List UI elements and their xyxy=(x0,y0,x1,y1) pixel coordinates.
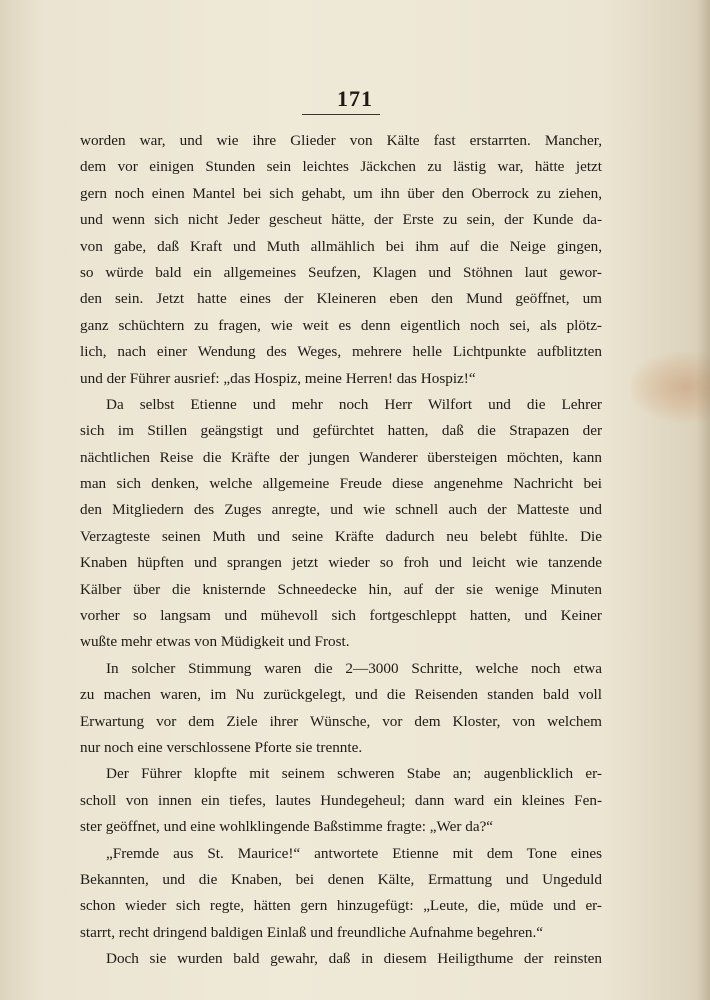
text-line: Doch sie wurden bald gewahr, daß in diesem Heiligthume der reinsten xyxy=(106,950,602,968)
body-text xyxy=(80,128,602,973)
text-line: Der Führer klopfte mit seinem schweren Stabe an; augenblicklich er- xyxy=(106,765,602,783)
text-line: sich im Stillen geängstigt und gefürchtet hatten, daß die Strapazen der xyxy=(80,422,602,440)
text-line: Erwartung vor dem Ziele ihrer Wünsche, vor dem Kloster, von welchem xyxy=(80,712,602,730)
text-line: gern noch einen Mantel bei sich gehabt, um ihn über den Oberrock zu ziehen, xyxy=(80,184,602,202)
text-line: lich, nach einer Wendung des Weges, mehrere helle Lichtpunkte aufblitzten xyxy=(80,343,602,361)
text-line: worden war, und wie ihre Glieder von Kälte fast erstarrten. Mancher, xyxy=(80,132,602,149)
text-line: zu machen waren, im Nu zurückgelegt, und die Reisenden standen bald voll xyxy=(80,686,602,704)
text-line: so würde bald ein allgemeines Seufzen, Klagen und Stöhnen laut gewor- xyxy=(80,263,602,281)
text-line: starrt, recht dringend baldigen Einlaß und freundliche Aufnahme begehren.“ xyxy=(80,923,544,941)
text-line: und der Führer ausrief: „das Hospiz, meine Herren! das Hospiz!“ xyxy=(80,369,476,387)
text-line: Da selbst Etienne und mehr noch Herr Wilfort und die Lehrer xyxy=(106,395,602,413)
text-line: Bekannten, und die Knaben, bei denen Kälte, Ermattung und Ungeduld xyxy=(80,870,602,888)
header-rule xyxy=(302,114,380,115)
text-line: nächtlichen Reise die Kräfte der jungen Wanderer übersteigen möchten, kann xyxy=(80,448,602,466)
page-number: 171 xyxy=(337,86,373,111)
text-line: Verzagteste seinen Muth und seine Kräfte dadurch neu belebt fühlte. Die xyxy=(80,527,602,545)
text-line: Knaben hüpften und sprangen jetzt wieder so froh und leicht wie tanzende xyxy=(80,554,602,572)
text-line: schon wieder sich regte, hätten gern hinzugefügt: „Leute, die, müde und er- xyxy=(80,897,602,915)
text-line: ganz schüchtern zu fragen, wie weit es denn eigentlich noch sei, als plötz- xyxy=(80,316,602,334)
text-line: Kälber über die knisternde Schneedecke hin, auf der sie wenige Minuten xyxy=(80,580,602,598)
text-line: den sein. Jetzt hatte eines der Kleineren eben den Mund geöffnet, um xyxy=(80,290,602,308)
text-line: ster geöffnet, und eine wohlklingende Baßstimme fragte: „Wer da?“ xyxy=(80,818,494,836)
text-line: den Mitgliedern des Zuges anregte, und wie schnell auch der Matteste und xyxy=(80,501,602,519)
text-line: „Fremde aus St. Maurice!“ antwortete Etienne mit dem Tone eines xyxy=(106,844,602,862)
text-line: dem vor einigen Stunden sein leichtes Jäckchen zu lästig war, hätte jetzt xyxy=(80,158,602,176)
text-line: In solcher Stimmung waren die 2—3000 Schritte, welche noch etwa xyxy=(106,659,602,677)
text-line: vorher so langsam und mühevoll sich fortgeschleppt hatten, und Keiner xyxy=(80,607,602,625)
text-line: und wenn sich nicht Jeder gescheut hätte, der Erste zu sein, der Kunde da- xyxy=(80,211,602,229)
text-line: von gabe, daß Kraft und Muth allmählich bei ihm auf die Neige gingen, xyxy=(80,237,602,255)
text-line: wußte mehr etwas von Müdigkeit und Frost. xyxy=(80,633,350,651)
text-line: scholl von innen ein tiefes, lautes Hundegeheul; dann ward ein kleines Fen- xyxy=(80,791,602,809)
text-line: man sich denken, welche allgemeine Freude diese angenehme Nachricht bei xyxy=(80,475,602,493)
page-edge-shadow xyxy=(696,0,710,1000)
text-line: nur noch eine verschlossene Pforte sie trennte. xyxy=(80,738,363,756)
